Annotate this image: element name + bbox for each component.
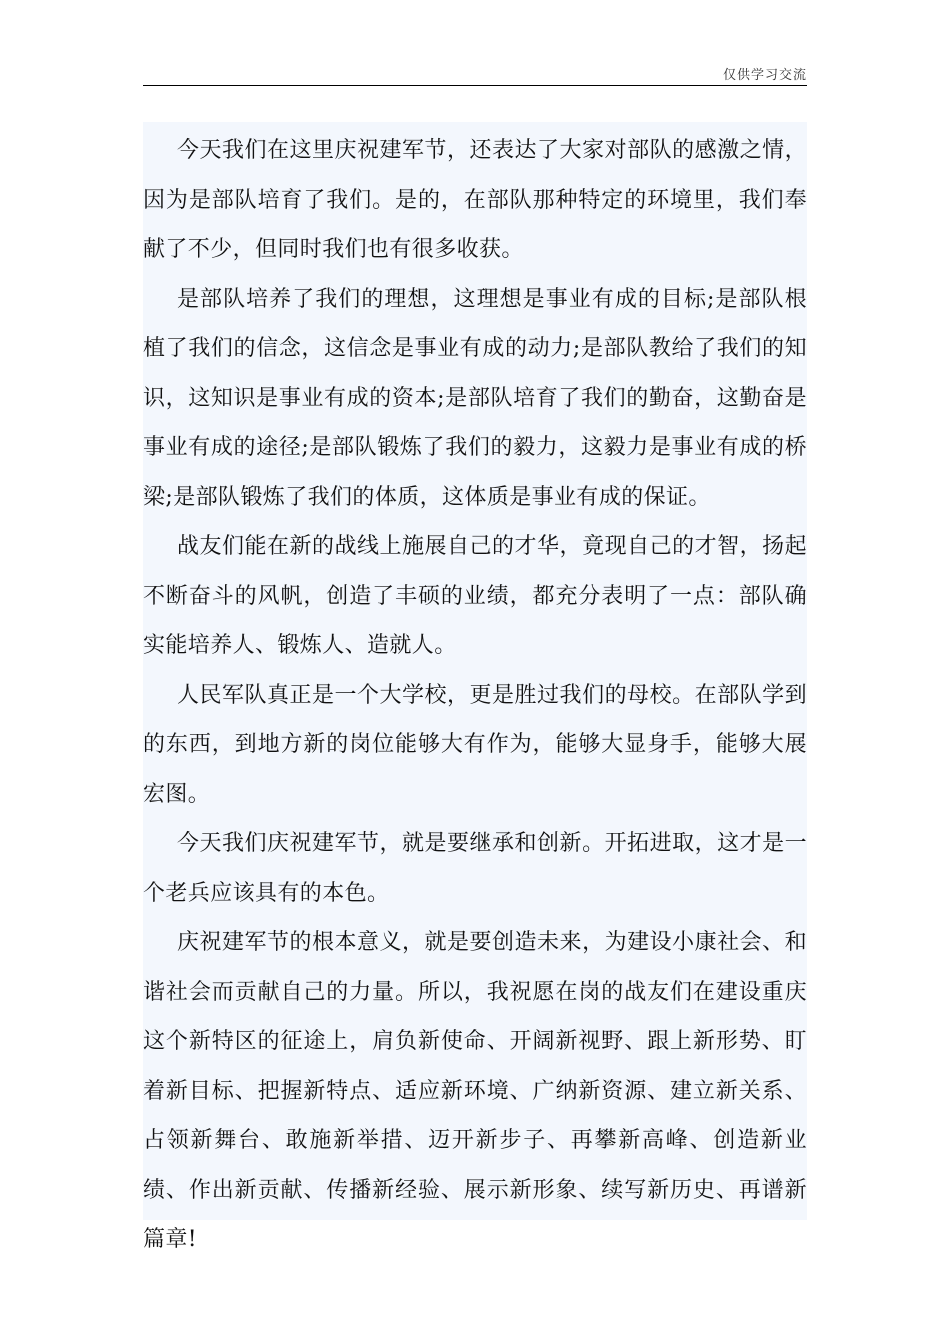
header-note: 仅供学习交流 <box>722 68 807 83</box>
paragraph-3: 战友们能在新的战线上施展自己的才华，竟现自己的才智，扬起不断奋斗的风帆，创造了丰硕的业绩，都充分表明了一点：部队确实能培养人、锻炼人、造就人。 <box>143 534 807 658</box>
paragraph-1: 今天我们在这里庆祝建军节，还表达了大家对部队的感激之情，因为是部队培育了我们。是的，在部队那种特定的环境里，我们奉献了不少，但同时我们也有很多收获。 <box>143 138 807 262</box>
paragraph-5: 今天我们庆祝建军节，就是要继承和创新。开拓进取，这才是一个老兵应该具有的本色。 <box>143 831 807 906</box>
document-body <box>143 122 807 1252</box>
paragraph-4: 人民军队真正是一个大学校，更是胜过我们的母校。在部队学到的东西，到地方新的岗位能够大有作为，能够大显身手，能够大展宏图。 <box>143 682 807 807</box>
paragraph-2: 是部队培养了我们的理想，这理想是事业有成的目标;是部队根植了我们的信念，这信念是事业有成的动力;是部队教给了我们的知识，这知识是事业有成的资本;是部队培育了我们的勤奋，这勤奋是事业有成的途径;是部队锻炼了我们的毅力，这毅力是事业有成的桥梁;是部队锻炼了我们的体质，这体质是事业有成的保证。 <box>143 286 807 510</box>
header-divider <box>143 85 807 86</box>
paragraph-6: 庆祝建军节的根本意义，就是要创造未来，为建设小康社会、和谐社会而贡献自己的力量。所以，我祝愿在岗的战友们在建设重庆这个新特区的征途上，肩负新使命、开阔新视野、跟上新形势、盯着新目标、把握新特点、适应新环境、广纳新资源、建立新关系、占领新舞台、敢施新举措、迈开新步子、再攀新高峰、创造新业绩、作出新贡献、传播新经验、展示新形象、续写新历史、再谱新篇章! <box>143 930 807 1252</box>
